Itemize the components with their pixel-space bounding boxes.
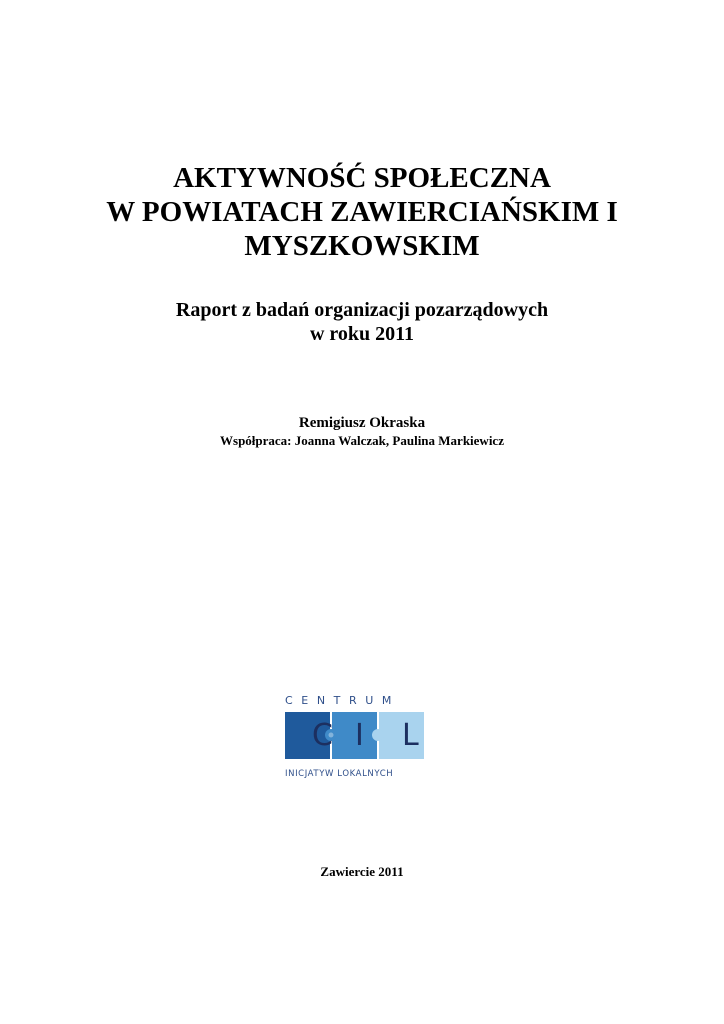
subtitle-line-1: Raport z badań organizacji pozarządowych (175, 299, 549, 321)
puzzle-knob-2 (372, 729, 384, 741)
cooperation-line: Współpraca: Joanna Walczak, Paulina Markiewicz (220, 433, 504, 448)
author-name: Remigiusz Okraska (298, 415, 426, 431)
title-line-1: AKTYWNOŚĆ SPOŁECZNA (173, 162, 551, 194)
logo-blocks (285, 712, 427, 759)
subtitle-line-2: w roku 2011 (309, 323, 415, 345)
place-and-year: Zawiercie 2011 (320, 864, 404, 879)
title-line-2: W POWIATACH ZAWIERCIAŃSKIM I (106, 196, 618, 228)
logo-letter-l: L (402, 718, 419, 753)
logo-letter-c: C (312, 718, 333, 753)
cil-logo (285, 693, 427, 785)
logo-letter-i: I (355, 718, 364, 753)
logo-top-text: CENTRUM (285, 694, 400, 707)
report-title (0, 161, 724, 263)
title-line-3: MYSZKOWSKIM (244, 230, 480, 262)
report-subtitle (0, 298, 724, 346)
logo-bottom-text: INICJATYW LOKALNYCH (285, 769, 394, 779)
